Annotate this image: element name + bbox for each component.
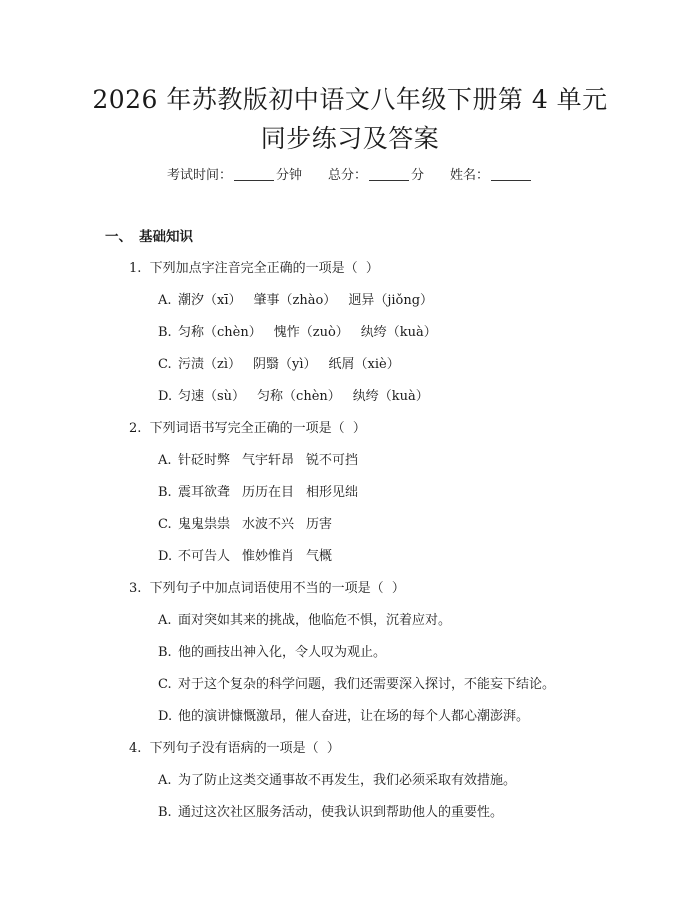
option-item: 气宇轩昂 xyxy=(242,453,295,468)
question-stem: 3. 下列句子中加点词语使用不当的一项是（ ） xyxy=(129,581,405,596)
option-item: 污渍（zì） xyxy=(178,357,242,372)
option-item: 锐不可挡 xyxy=(306,453,359,468)
option-item: 潮汐（xī） xyxy=(178,293,242,308)
option-row xyxy=(158,643,386,663)
option-item: 为了防止这类交通事故不再发生，我们必须采取有效措施。 xyxy=(178,773,517,788)
option-item: 愧怍（zuò） xyxy=(273,325,349,340)
option-row xyxy=(158,675,555,695)
exam-info-line xyxy=(0,166,700,186)
option-row xyxy=(158,515,332,535)
option-label: B. xyxy=(158,645,172,660)
question-stem: 2. 下列词语书写完全正确的一项是（ ） xyxy=(129,421,366,436)
section-number: 一、 xyxy=(105,229,132,245)
option-label: D. xyxy=(158,709,173,724)
option-label: C. xyxy=(158,677,172,692)
option-item: 纸屑（xiè） xyxy=(328,357,400,372)
question-stem: 1. 下列加点字注音完全正确的一项是（ ） xyxy=(129,261,379,276)
option-label: A. xyxy=(158,773,172,788)
option-row xyxy=(158,707,529,727)
option-item: 鬼鬼祟祟 xyxy=(178,517,231,532)
option-label: D. xyxy=(158,389,173,404)
option-label: A. xyxy=(158,293,172,308)
section-title: 基础知识 xyxy=(139,229,193,245)
option-item: 阴翳（yì） xyxy=(253,357,317,372)
option-item: 水波不兴 xyxy=(242,517,295,532)
document-title-line2: 同步练习及答案 xyxy=(260,124,440,153)
option-item: 惟妙惟肖 xyxy=(242,549,295,564)
option-item: 通过这次社区服务活动，使我认识到帮助他人的重要性。 xyxy=(178,805,504,820)
option-item: 他的演讲慷慨激昂，催人奋进，让在场的每个人都心潮澎湃。 xyxy=(178,709,530,724)
option-label: D. xyxy=(158,549,173,564)
total-score-blank xyxy=(369,168,409,181)
option-row xyxy=(158,611,451,631)
option-item: 对于这个复杂的科学问题，我们还需要深入探讨，不能妄下结论。 xyxy=(178,677,556,692)
option-item: 面对突如其来的挑战，他临危不惧，沉着应对。 xyxy=(178,613,452,628)
option-label: A. xyxy=(158,453,172,468)
option-label: C. xyxy=(158,357,172,372)
option-item: 肇事（zhào） xyxy=(253,293,337,308)
option-row xyxy=(158,291,433,311)
option-row xyxy=(158,771,516,791)
option-item: 纨绔（kuà） xyxy=(360,325,437,340)
name-label: 姓名： xyxy=(450,168,490,183)
total-score-unit: 分 xyxy=(411,168,425,183)
exam-time-blank xyxy=(234,168,274,181)
option-item: 迥异（jiǒng） xyxy=(348,293,434,308)
option-label: B. xyxy=(158,805,172,820)
option-item: 匀称（chèn） xyxy=(257,389,341,404)
option-item: 气概 xyxy=(306,549,333,564)
option-row xyxy=(158,355,400,375)
option-label: C. xyxy=(158,517,172,532)
option-row xyxy=(158,451,358,471)
question-stem: 4. 下列句子没有语病的一项是（ ） xyxy=(129,741,340,756)
option-item: 纨绔（kuà） xyxy=(352,389,429,404)
option-item: 相形见绌 xyxy=(306,485,359,500)
option-label: B. xyxy=(158,485,172,500)
option-item: 针砭时弊 xyxy=(178,453,231,468)
total-score-label: 总分： xyxy=(327,168,367,183)
option-row xyxy=(158,803,503,823)
section-heading xyxy=(105,227,193,247)
option-row xyxy=(158,483,358,503)
option-item: 匀称（chèn） xyxy=(178,325,262,340)
document-title-line1: 2026 年苏教版初中语文八年级下册第 4 单元 xyxy=(92,85,608,114)
option-row xyxy=(158,547,332,567)
option-item: 震耳欲聋 xyxy=(178,485,231,500)
option-item: 不可告人 xyxy=(178,549,231,564)
option-item: 历历在目 xyxy=(242,485,295,500)
name-blank xyxy=(491,168,531,181)
option-label: A. xyxy=(158,613,172,628)
option-item: 历害 xyxy=(306,517,333,532)
option-item: 他的画技出神入化，令人叹为观止。 xyxy=(178,645,387,660)
option-row xyxy=(158,323,437,343)
option-label: B. xyxy=(158,325,172,340)
option-row xyxy=(158,387,429,407)
exam-time-unit: 分钟 xyxy=(275,168,302,183)
exam-time-label: 考试时间： xyxy=(166,168,232,183)
option-item: 匀速（sù） xyxy=(178,389,246,404)
